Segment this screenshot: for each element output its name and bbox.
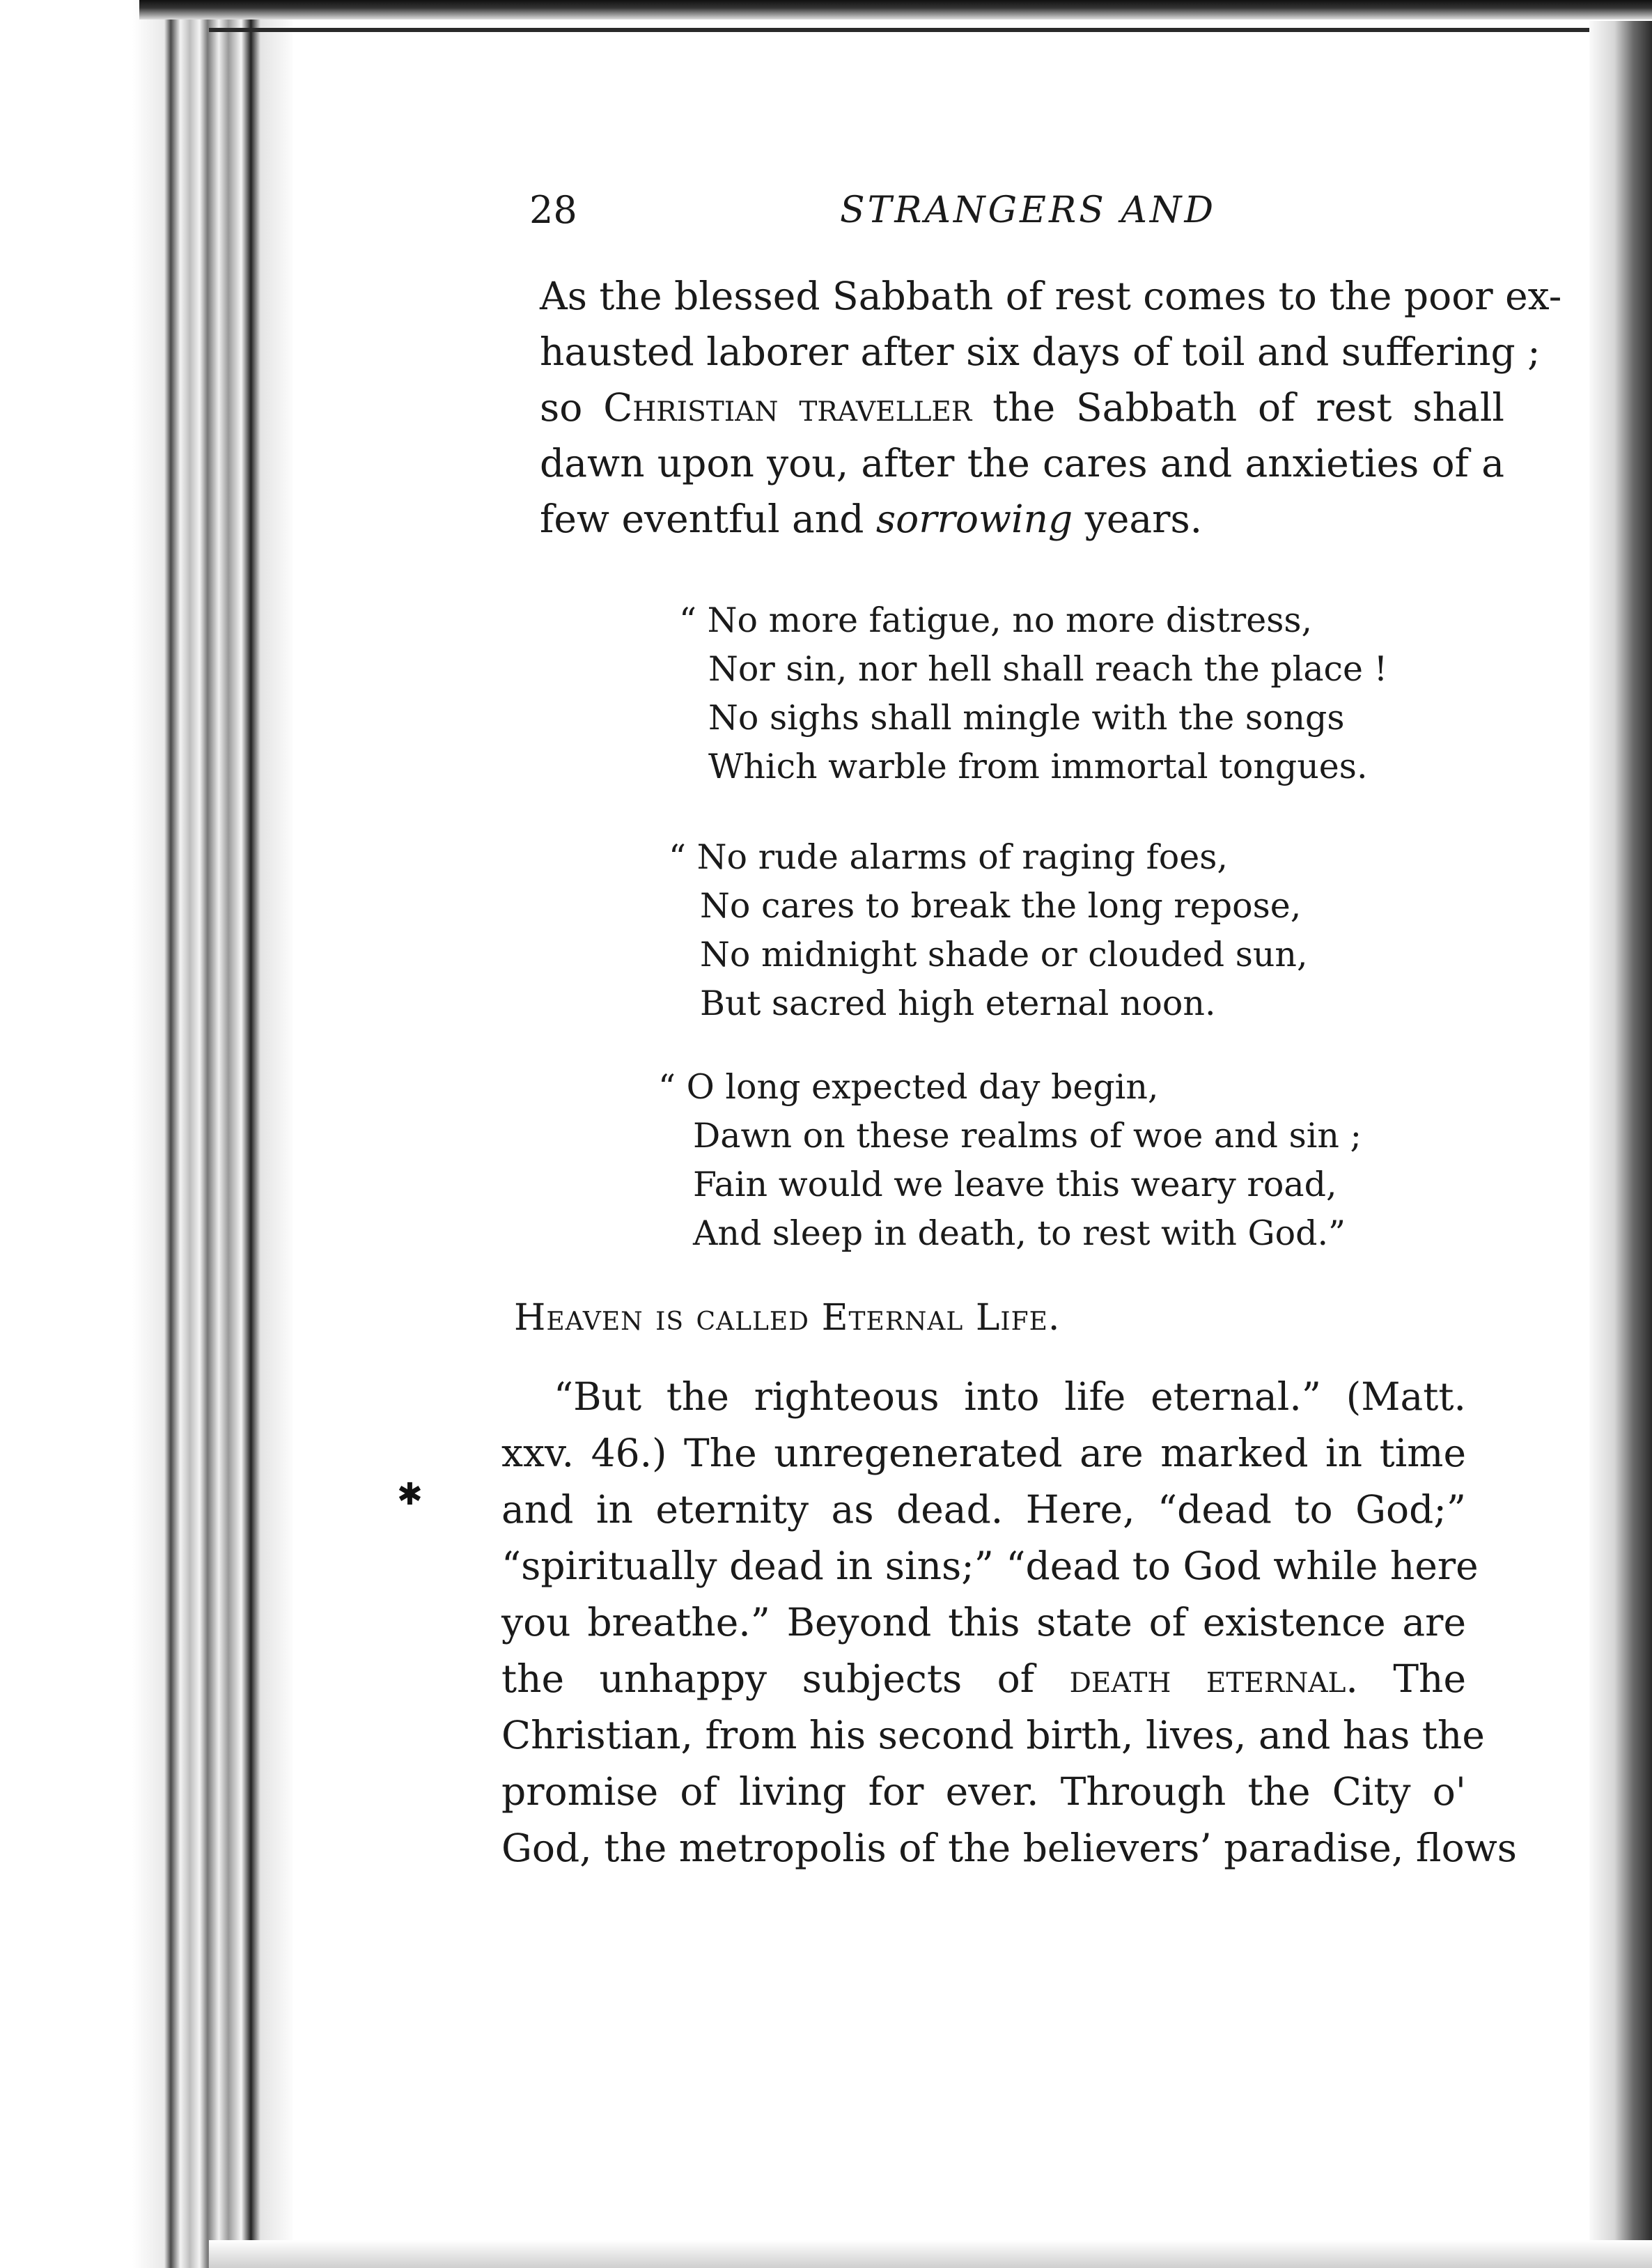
text-run: few eventful and — [540, 497, 876, 541]
paragraph-line: God, the metropolis of the believers’ paradise, flows — [501, 1826, 1518, 1870]
paragraph-line: As the blessed Sabbath of rest comes to the poor ex- — [540, 274, 1562, 318]
page-number: 28 — [529, 188, 577, 232]
page-top-border — [209, 28, 1616, 32]
poem-stanza-2 — [669, 833, 1308, 1028]
paragraph-line: xxv. 46.) The unregenerated are marked in time — [501, 1431, 1466, 1475]
running-head: STRANGERS AND — [840, 189, 1217, 231]
poem-line: But sacred high eternal noon. — [700, 984, 1216, 1023]
poem-line: Nor sin, nor hell shall reach the place ! — [708, 649, 1388, 689]
section-heading: Heaven is called Eternal Life. — [514, 1297, 1061, 1339]
poem-line: “ No more fatigue, no more distress, — [679, 600, 1313, 640]
poem-stanza-3 — [658, 1063, 1362, 1258]
text-run: The — [1357, 1656, 1467, 1701]
paragraph-line: Christian, from his second birth, lives, and has the — [501, 1713, 1485, 1757]
poem-line: No sighs shall mingle with the songs — [708, 698, 1345, 738]
text-run: years. — [1073, 497, 1203, 541]
poem-line: And sleep in death, to rest with God.” — [693, 1213, 1346, 1253]
poem-line: No cares to break the long repose, — [700, 886, 1302, 926]
paragraph-1 — [540, 268, 1562, 547]
small-caps-text: death eternal. — [1069, 1656, 1358, 1701]
text-run: the unhappy subjects of — [501, 1656, 1070, 1701]
right-scan-shadow — [1589, 21, 1652, 2268]
small-caps-text: Christian traveller — [603, 385, 972, 430]
poem-line: “ No rude alarms of raging foes, — [669, 837, 1228, 877]
poem-line: No midnight shade or clouded sun, — [700, 935, 1308, 974]
poem-line: Fain would we leave this weary road, — [693, 1165, 1337, 1204]
poem-line: “ O long expected day begin, — [658, 1067, 1159, 1107]
text-run: the Sabbath of rest shall — [972, 385, 1505, 430]
poem-line: Which warble from immortal tongues. — [708, 747, 1368, 786]
paragraph-line: dawn upon you, after the cares and anxieties of a — [540, 441, 1504, 486]
paragraph-2 — [501, 1369, 1518, 1877]
poem-stanza-1 — [679, 596, 1387, 791]
paragraph-line — [540, 491, 1504, 547]
paragraph-line — [540, 380, 1504, 435]
paragraph-line: promise of living for ever. Through the City o' — [501, 1769, 1466, 1814]
paragraph-line: “spiritually dead in sins;” “dead to God while here — [501, 1544, 1479, 1588]
text-run: so — [540, 385, 604, 430]
book-edge-shadow — [132, 0, 293, 2268]
paragraph-line — [501, 1651, 1466, 1707]
paragraph-line: and in eternity as dead. Here, “dead to God;” — [501, 1487, 1466, 1532]
paragraph-line: hausted laborer after six days of toil and suffering ; — [540, 329, 1541, 374]
paragraph-line: “But the righteous into life eternal.” (Matt. — [554, 1374, 1466, 1419]
bottom-scan-shadow — [209, 2240, 1652, 2268]
top-scan-shadow — [139, 0, 1652, 20]
italic-text: sorrowing — [875, 497, 1073, 541]
poem-line: Dawn on these realms of woe and sin ; — [693, 1116, 1362, 1156]
paragraph-line: you breathe.” Beyond this state of existence are — [501, 1600, 1466, 1645]
margin-mark: ✱ — [397, 1477, 423, 1512]
